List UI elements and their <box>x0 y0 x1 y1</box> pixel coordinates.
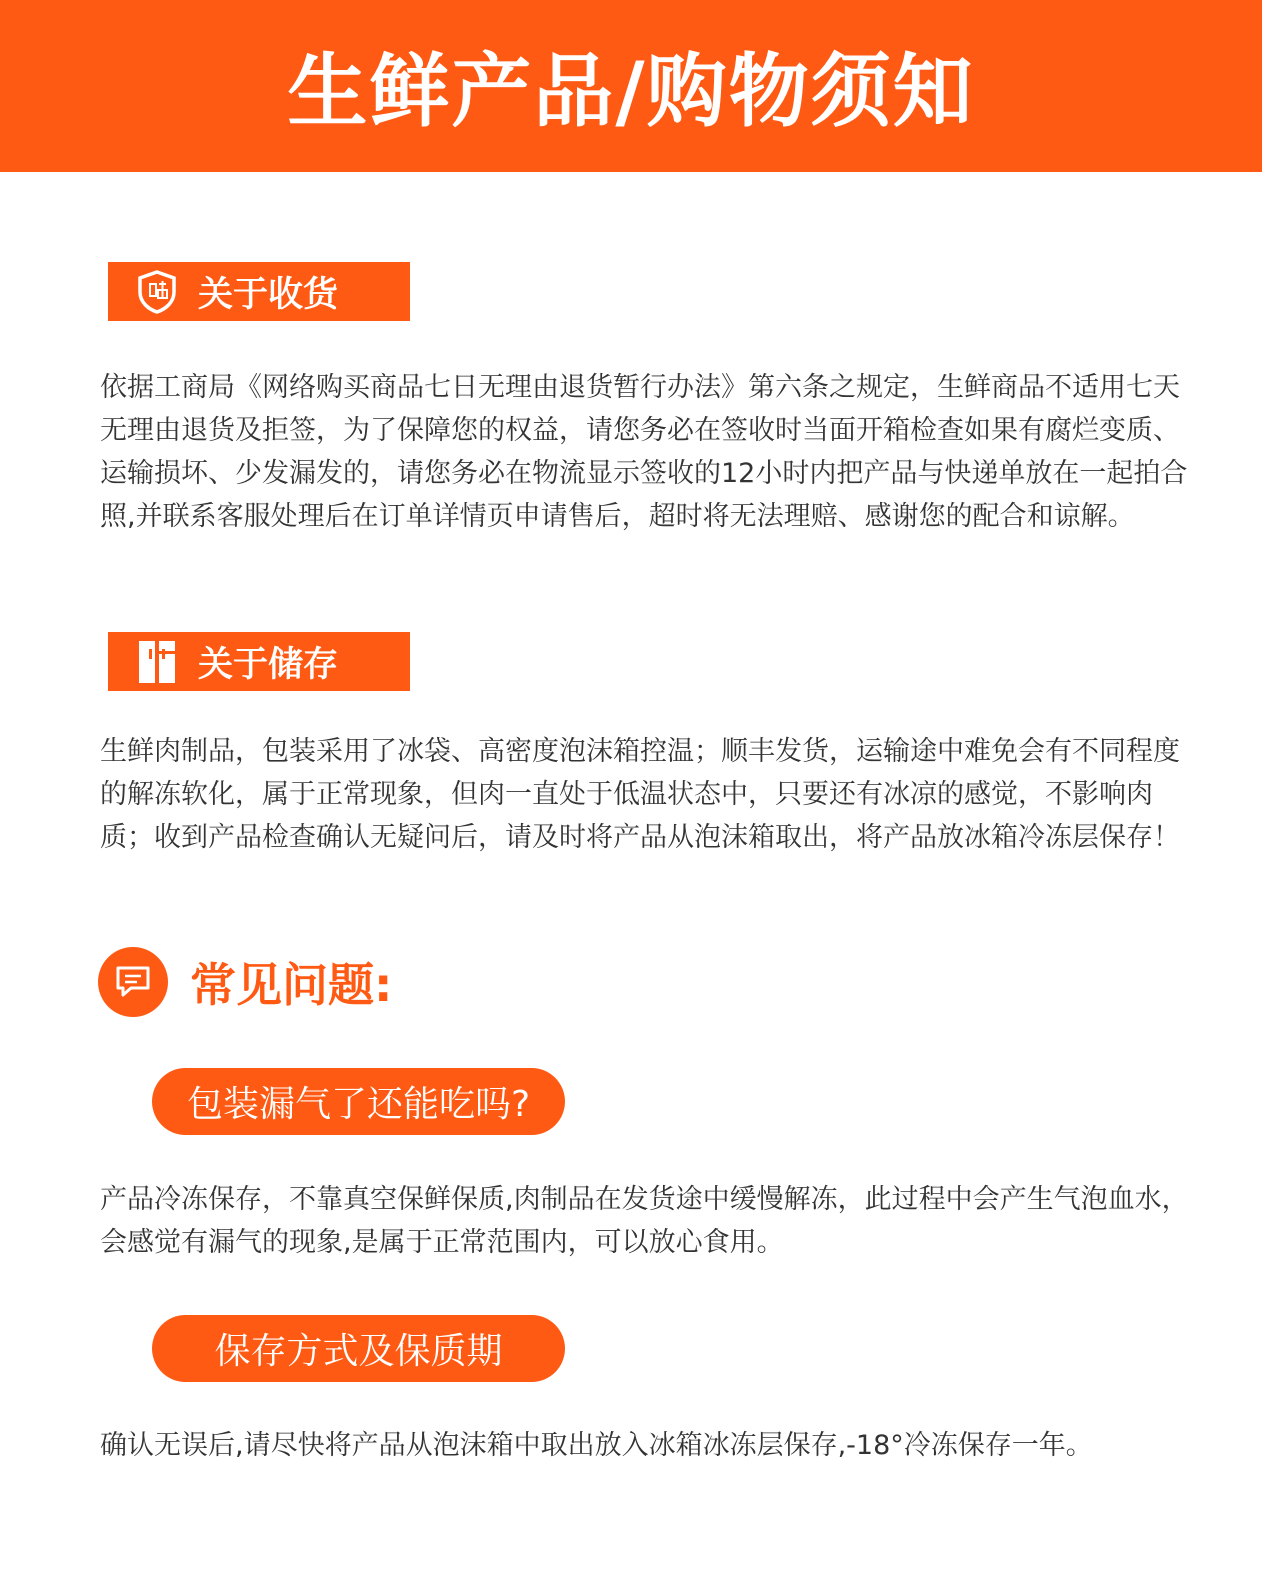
section-tag-storage <box>108 632 410 691</box>
section-title-receiving: 关于收货 <box>198 274 339 315</box>
refrigerator-icon <box>134 639 180 685</box>
faq-answer-1: 产品冷冻保存，不靠真空保鲜保质,肉制品在发货途中缓慢解冻，此过程中会产生气泡血水，会感觉有漏气的现象,是属于正常范围内，可以放心食用。 <box>100 1184 1189 1258</box>
compensation-shield-icon <box>134 269 180 315</box>
faq-question-1: 包装漏气了还能吃吗? <box>152 1068 565 1135</box>
storage-body: 生鲜肉制品，包装采用了冰袋、高密度泡沫箱控温；顺丰发货，运输途中难免会有不同程度的解冻软化，属于正常现象，但肉一直处于低温状态中，只要还有冰凉的感觉，不影响肉质；收到产品检查确认无疑问后，请及时将产品从泡沫箱取出，将产品放冰箱冷冻层保存！ <box>100 736 1180 853</box>
receiving-body: 依据工商局《网络购买商品七日无理由退货暂行办法》第六条之规定，生鲜商品不适用七天无理由退货及拒签，为了保障您的权益，请您务必在签收时当面开箱检查如果有腐烂变质、运输损坏、少发漏发的，请您务必在物流显示签收的12小时内把产品与快递单放在一起拍合照,并联系客服处理后在订单详情页申请售后，超时将无法理赔、感谢您的配合和谅解。 <box>100 372 1188 532</box>
faq-question-2: 保存方式及保质期 <box>152 1315 565 1382</box>
page-title: 生鲜产品/购物须知 <box>287 44 975 138</box>
section-tag-receiving <box>108 262 410 321</box>
header-banner <box>0 0 1262 172</box>
faq-title: 常见问题: <box>190 958 393 1012</box>
faq-answer-2: 确认无误后,请尽快将产品从泡沫箱中取出放入冰箱冰冻层保存,-18°冷冻保存一年。 <box>100 1430 1093 1461</box>
chat-bubble-icon <box>98 947 168 1017</box>
section-title-storage: 关于储存 <box>198 644 339 685</box>
faq-heading <box>98 946 392 1018</box>
